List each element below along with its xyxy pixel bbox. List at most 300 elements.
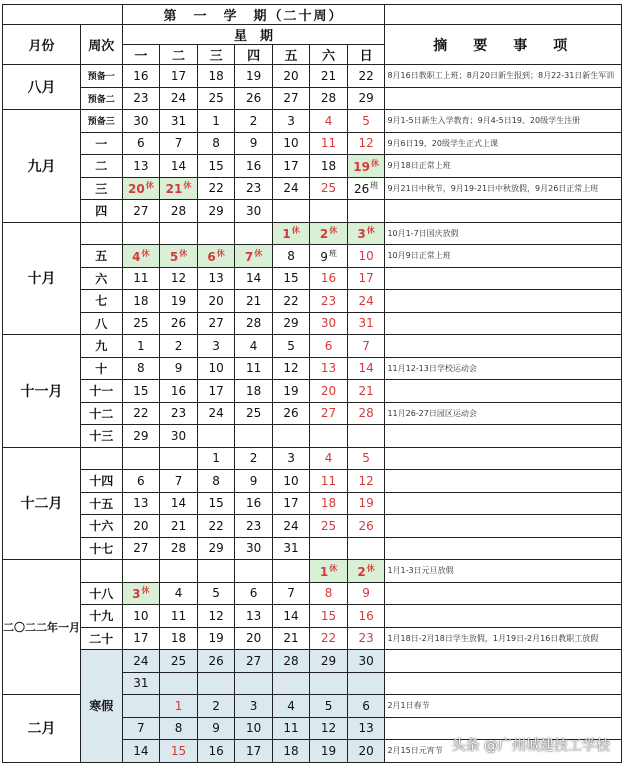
holiday-marker: 休 [366, 563, 375, 573]
calendar-row [3, 627, 622, 650]
day-number: 4 [249, 338, 258, 353]
day-cell [235, 402, 272, 425]
day-number: 15 [320, 608, 337, 623]
week-label: 寒假 [81, 650, 123, 763]
week-label: 十三 [81, 425, 123, 448]
day-cell [160, 560, 198, 583]
day-number: 9 [212, 721, 220, 736]
day-cell [310, 582, 347, 605]
day-number: 18 [245, 383, 262, 398]
week-label: 五 [81, 245, 123, 268]
calendar-row [3, 582, 622, 605]
day-number: 27 [133, 203, 149, 218]
day-cell [160, 605, 198, 628]
day-cell [347, 200, 385, 223]
day-number: 16 [208, 743, 224, 758]
day-cell [235, 155, 272, 178]
day-cell [235, 447, 272, 470]
day-number: 1 [137, 338, 145, 353]
week-label [81, 222, 123, 245]
day-number: 24 [170, 91, 187, 106]
day-number: 29 [133, 428, 149, 443]
day-cell [160, 650, 198, 673]
day-number: 20 [283, 68, 299, 83]
day-cell [160, 537, 198, 560]
calendar-row [3, 650, 622, 673]
day-number: 5 [287, 338, 295, 353]
day-cell [347, 492, 385, 515]
day-number: 29 [283, 316, 299, 331]
day-cell [347, 87, 385, 110]
day-number: 8 [287, 248, 295, 263]
calendar-row [3, 65, 622, 88]
semester-title: 第 一 学 期（二十周） [122, 5, 385, 25]
day-cell [122, 177, 160, 200]
day-cell [235, 605, 272, 628]
day-number: 12 [283, 361, 299, 376]
day-cell [347, 380, 385, 403]
day-number: 11 [245, 361, 262, 376]
day-cell [122, 290, 160, 313]
month-label: 十二月 [3, 447, 81, 560]
day-number: 30 [133, 113, 149, 128]
calendar-row [3, 267, 622, 290]
holiday-marker: 休 [370, 158, 379, 168]
day-number: 25 [208, 91, 224, 106]
day-number: 21 [165, 182, 183, 197]
day-cell [160, 132, 198, 155]
day-cell [197, 627, 234, 650]
day-cell [197, 560, 234, 583]
day-cell [235, 222, 272, 245]
day-cell [347, 627, 385, 650]
holiday-marker: 休 [216, 248, 225, 258]
day-number: 15 [283, 271, 299, 286]
day-cell [122, 110, 160, 133]
day-number: 12 [170, 271, 187, 286]
day-cell [160, 335, 198, 358]
day-cell [235, 582, 272, 605]
day-number: 21 [170, 518, 187, 533]
day-cell [160, 740, 198, 763]
day-cell [347, 740, 385, 763]
day-number: 3 [249, 698, 258, 713]
note-cell [385, 312, 622, 335]
day-number: 24 [133, 653, 149, 668]
day-number: 19 [353, 159, 370, 174]
note-cell [385, 335, 622, 358]
day-number: 6 [249, 586, 258, 601]
note-cell [385, 380, 622, 403]
day-number: 15 [208, 158, 224, 173]
day-number: 7 [174, 136, 183, 151]
day-number: 13 [320, 361, 337, 376]
day-number: 18 [283, 743, 299, 758]
day-number: 11 [133, 271, 149, 286]
day-number: 16 [133, 68, 149, 83]
day-number: 14 [170, 158, 187, 173]
day-number: 25 [170, 653, 187, 668]
day-cell [272, 560, 309, 583]
day-cell [197, 492, 234, 515]
day-cell [197, 267, 234, 290]
month-label: 八月 [3, 65, 81, 110]
week-label: 十四 [81, 470, 123, 493]
week-label: 六 [81, 267, 123, 290]
day-cell [197, 582, 234, 605]
day-number: 1 [282, 227, 291, 242]
day-cell [310, 267, 347, 290]
day-number: 21 [320, 68, 337, 83]
day-number: 6 [362, 698, 370, 713]
week-label: 十八 [81, 582, 123, 605]
note-cell [385, 200, 622, 223]
note-cell: 9月6日19、20级学生正式上课 [385, 132, 622, 155]
note-cell [385, 537, 622, 560]
day-cell [197, 132, 234, 155]
day-cell [310, 110, 347, 133]
week-label: 四 [81, 200, 123, 223]
day-cell [197, 537, 234, 560]
day-cell [347, 537, 385, 560]
day-cell [272, 672, 309, 695]
day-cell [272, 740, 309, 763]
day-cell [197, 447, 234, 470]
day-cell [197, 380, 234, 403]
day-number: 20 [320, 383, 337, 398]
week-label: 二十 [81, 627, 123, 650]
day-number: 13 [133, 158, 149, 173]
day-number: 11 [170, 608, 187, 623]
day-number: 3 [287, 451, 295, 466]
day-cell [272, 627, 309, 650]
day-cell [122, 537, 160, 560]
day-cell [272, 447, 309, 470]
day-number: 4 [324, 113, 333, 128]
day-cell [347, 312, 385, 335]
day-number: 20 [208, 293, 224, 308]
day-number: 12 [208, 608, 224, 623]
day-cell [310, 155, 347, 178]
day-number: 29 [320, 653, 337, 668]
day-cell [197, 110, 234, 133]
day-number: 7 [287, 586, 295, 601]
holiday-marker: 休 [291, 226, 300, 236]
day-cell [197, 717, 234, 740]
day-cell [197, 605, 234, 628]
day-cell [197, 470, 234, 493]
day-cell [272, 132, 309, 155]
day-number: 10 [283, 136, 299, 151]
day-cell [310, 627, 347, 650]
day-cell [272, 425, 309, 448]
day-cell [122, 515, 160, 538]
day-number: 26 [208, 653, 224, 668]
month-header: 月份 [3, 25, 81, 65]
week-label: 十一 [81, 380, 123, 403]
day-number: 22 [208, 181, 224, 196]
month-label: 十一月 [3, 335, 81, 448]
day-cell [272, 87, 309, 110]
day-cell [235, 672, 272, 695]
day-cell [235, 335, 272, 358]
day-number: 27 [133, 541, 149, 556]
weekday-header: 日 [347, 45, 385, 65]
day-number: 22 [320, 631, 337, 646]
note-cell [385, 425, 622, 448]
day-number: 31 [133, 676, 149, 691]
day-cell [310, 425, 347, 448]
day-number: 23 [245, 181, 262, 196]
day-cell [310, 672, 347, 695]
day-cell [310, 650, 347, 673]
day-number: 30 [358, 653, 374, 668]
holiday-marker: 休 [254, 248, 263, 258]
day-cell [235, 267, 272, 290]
day-number: 2 [357, 564, 366, 579]
day-cell [272, 402, 309, 425]
day-number: 24 [208, 406, 224, 421]
note-cell: 8月16日教职工上班；8月20日新生报到；8月22-31日新生军训 [385, 65, 622, 88]
note-cell [385, 267, 622, 290]
calendar-row [3, 87, 622, 110]
day-number: 18 [208, 68, 224, 83]
day-number: 12 [358, 136, 374, 151]
day-cell [122, 357, 160, 380]
day-number: 3 [287, 113, 295, 128]
day-cell [235, 245, 272, 268]
blank-corner [3, 5, 81, 25]
day-number: 19 [283, 383, 299, 398]
holiday-marker: 休 [145, 181, 154, 191]
day-cell [160, 222, 198, 245]
day-cell [272, 267, 309, 290]
calendar-row [3, 290, 622, 313]
day-cell [235, 380, 272, 403]
day-cell [197, 357, 234, 380]
weekday-header: 三 [197, 45, 234, 65]
day-number: 7 [137, 721, 145, 736]
day-number: 1 [212, 451, 220, 466]
day-cell [310, 290, 347, 313]
month-label: 九月 [3, 110, 81, 223]
day-number: 20 [133, 518, 149, 533]
day-number: 2 [249, 113, 258, 128]
day-number: 26 [283, 406, 299, 421]
calendar-row [3, 492, 622, 515]
day-cell [197, 177, 234, 200]
day-number: 8 [137, 361, 145, 376]
workday-marker: 班 [328, 248, 337, 258]
day-cell [310, 537, 347, 560]
day-number: 4 [132, 249, 141, 264]
day-cell [310, 65, 347, 88]
day-cell [310, 222, 347, 245]
calendar-row [3, 245, 622, 268]
weekday-header: 五 [272, 45, 309, 65]
day-number: 23 [133, 91, 149, 106]
calendar-row [3, 380, 622, 403]
day-number: 6 [207, 249, 216, 264]
day-cell [122, 672, 160, 695]
day-cell [235, 560, 272, 583]
day-number: 14 [170, 496, 187, 511]
day-cell [347, 222, 385, 245]
day-number: 5 [169, 249, 179, 264]
day-cell [122, 402, 160, 425]
holiday-marker: 休 [141, 586, 150, 596]
day-number: 3 [132, 587, 141, 602]
day-cell [272, 492, 309, 515]
day-number: 28 [283, 653, 299, 668]
day-number: 19 [358, 496, 374, 511]
day-cell [197, 740, 234, 763]
day-number: 28 [170, 203, 187, 218]
day-number: 9 [249, 136, 258, 151]
day-number: 28 [320, 91, 337, 106]
day-number: 14 [358, 361, 374, 376]
day-number: 14 [245, 271, 262, 286]
day-number: 26 [353, 182, 370, 197]
day-cell [197, 87, 234, 110]
day-cell [310, 447, 347, 470]
calendar-row [3, 335, 622, 358]
day-cell [197, 312, 234, 335]
calendar-row [3, 425, 622, 448]
day-cell [160, 582, 198, 605]
note-cell: 11月26-27日园区运动会 [385, 402, 622, 425]
day-cell [272, 335, 309, 358]
day-cell [347, 245, 385, 268]
day-number: 19 [170, 293, 187, 308]
day-number: 9 [174, 361, 183, 376]
day-number: 11 [283, 721, 299, 736]
day-cell [160, 357, 198, 380]
day-number: 22 [283, 293, 299, 308]
day-cell [310, 245, 347, 268]
note-cell: 2月15日元宵节 [385, 740, 622, 763]
day-cell [235, 515, 272, 538]
day-cell [347, 447, 385, 470]
day-cell [160, 87, 198, 110]
day-cell [235, 627, 272, 650]
day-number: 31 [170, 113, 187, 128]
day-cell [235, 740, 272, 763]
day-number: 5 [362, 451, 370, 466]
week-label: 十二 [81, 402, 123, 425]
day-number: 26 [358, 518, 374, 533]
day-cell [160, 245, 198, 268]
day-number: 18 [170, 631, 187, 646]
note-cell: 1月18日-2月18日学生放假，1月19日-2月16日教职工放假 [385, 627, 622, 650]
day-cell [122, 650, 160, 673]
note-cell [385, 447, 622, 470]
day-cell [197, 155, 234, 178]
day-number: 10 [283, 473, 299, 488]
day-cell [347, 335, 385, 358]
day-number: 18 [320, 496, 337, 511]
day-number: 26 [170, 316, 187, 331]
calendar-row [3, 312, 622, 335]
day-number: 7 [362, 338, 370, 353]
day-cell [122, 245, 160, 268]
day-number: 28 [170, 541, 187, 556]
day-number: 16 [358, 608, 374, 623]
day-number: 17 [133, 631, 149, 646]
day-number: 10 [245, 721, 262, 736]
day-number: 29 [208, 203, 224, 218]
day-number: 13 [133, 496, 149, 511]
calendar-row [3, 537, 622, 560]
week-label: 十六 [81, 515, 123, 538]
day-cell [310, 470, 347, 493]
day-cell [235, 132, 272, 155]
day-cell [272, 650, 309, 673]
title-right-blank [385, 5, 622, 25]
week-header: 周次 [81, 25, 123, 65]
day-cell [122, 200, 160, 223]
calendar-row [3, 605, 622, 628]
day-cell [272, 177, 309, 200]
day-number: 10 [358, 248, 374, 263]
day-number: 25 [133, 316, 149, 331]
weekday-header: 四 [235, 45, 272, 65]
day-number: 17 [283, 496, 299, 511]
day-cell [272, 605, 309, 628]
day-cell [122, 312, 160, 335]
day-cell [310, 492, 347, 515]
month-label: 二〇二二年一月 [3, 560, 81, 695]
day-number: 8 [174, 721, 183, 736]
day-number: 11 [320, 136, 337, 151]
calendar-row [3, 132, 622, 155]
day-cell [272, 65, 309, 88]
week-label: 十 [81, 357, 123, 380]
note-cell: 10月1-7日国庆放假 [385, 222, 622, 245]
day-number: 25 [320, 518, 337, 533]
day-cell [160, 627, 198, 650]
day-cell [272, 695, 309, 718]
calendar-row [3, 155, 622, 178]
day-number: 16 [245, 496, 262, 511]
day-cell [122, 267, 160, 290]
calendar-row [3, 470, 622, 493]
day-number: 17 [208, 383, 224, 398]
day-cell [122, 605, 160, 628]
day-number: 17 [358, 271, 374, 286]
note-cell: 1月1-3日元旦放假 [385, 560, 622, 583]
calendar-row [3, 515, 622, 538]
day-number: 20 [358, 743, 374, 758]
day-number: 16 [320, 271, 337, 286]
day-cell [347, 177, 385, 200]
day-number: 21 [245, 293, 262, 308]
day-number: 6 [137, 473, 145, 488]
calendar-row [3, 200, 622, 223]
day-cell [347, 515, 385, 538]
day-number: 21 [283, 631, 299, 646]
week-label: 十五 [81, 492, 123, 515]
day-cell [272, 470, 309, 493]
day-cell [197, 65, 234, 88]
calendar-row [3, 447, 622, 470]
note-cell [385, 515, 622, 538]
day-number: 24 [283, 518, 299, 533]
day-number: 29 [358, 91, 374, 106]
day-cell [160, 470, 198, 493]
day-number: 4 [324, 451, 333, 466]
note-cell: 2月1日春节 [385, 695, 622, 718]
